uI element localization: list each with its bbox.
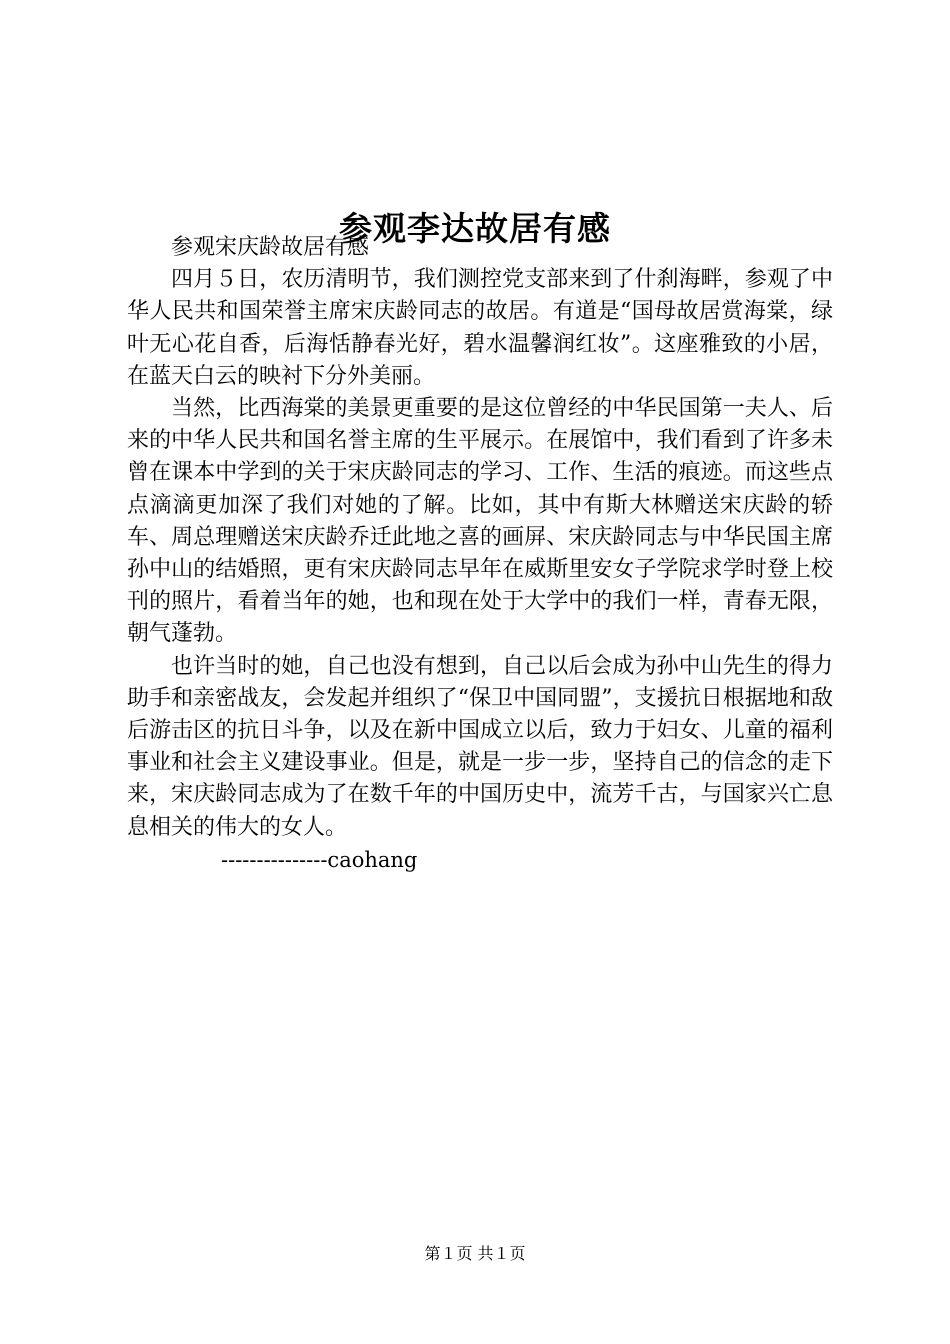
document-body bbox=[127, 232, 833, 876]
paragraph-1: 四月５日，农历清明节，我们测控党支部来到了什刹海畔，参观了中华人民共和国荣誉主席宋庆龄同志的故居。有道是“国母故居赏海棠，绿叶无心花自香，后海恬静春光好，碧水温馨润红妆”。这座雅致的小居，在蓝天白云的映衬下分外美丽。 bbox=[127, 267, 833, 389]
author-signature: ---------------caohang bbox=[221, 847, 418, 872]
document-subtitle: 参观宋庆龄故居有感 bbox=[171, 235, 370, 260]
paragraph-3: 也许当时的她，自己也没有想到，自己以后会成为孙中山先生的得力助手和亲密战友，会发起并组织了“保卫中国同盟”，支援抗日根据地和敌后游击区的抗日斗争，以及在新中国成立以后，致力于妇女、儿童的福利事业和社会主义建设事业。但是，就是一步一步，坚持自己的信念的走下来，宋庆龄同志成为了在数千年的中国历史中，流芳千古，与国家兴亡息息相关的伟大的女人。 bbox=[127, 653, 833, 840]
page-footer: 第１页 共１页 bbox=[424, 1244, 526, 1263]
document-title: 参观李达故居有感 bbox=[339, 209, 611, 249]
paragraph-2: 当然，比西海棠的美景更重要的是这位曾经的中华民国第一夫人、后来的中华人民共和国名誉主席的生平展示。在展馆中，我们看到了许多未曾在课本中学到的关于宋庆龄同志的学习、工作、生活的痕迹。而这些点点滴滴更加深了我们对她的了解。比如，其中有斯大林赠送宋庆龄的轿车、周总理赠送宋庆龄乔迁此地之喜的画屏、宋庆龄同志与中华民国主席孙中山的结婚照，更有宋庆龄同志早年在威斯里安女子学院求学时登上校刊的照片，看着当年的她，也和现在处于大学中的我们一样，青春无限，朝气蓬勃。 bbox=[127, 396, 833, 647]
